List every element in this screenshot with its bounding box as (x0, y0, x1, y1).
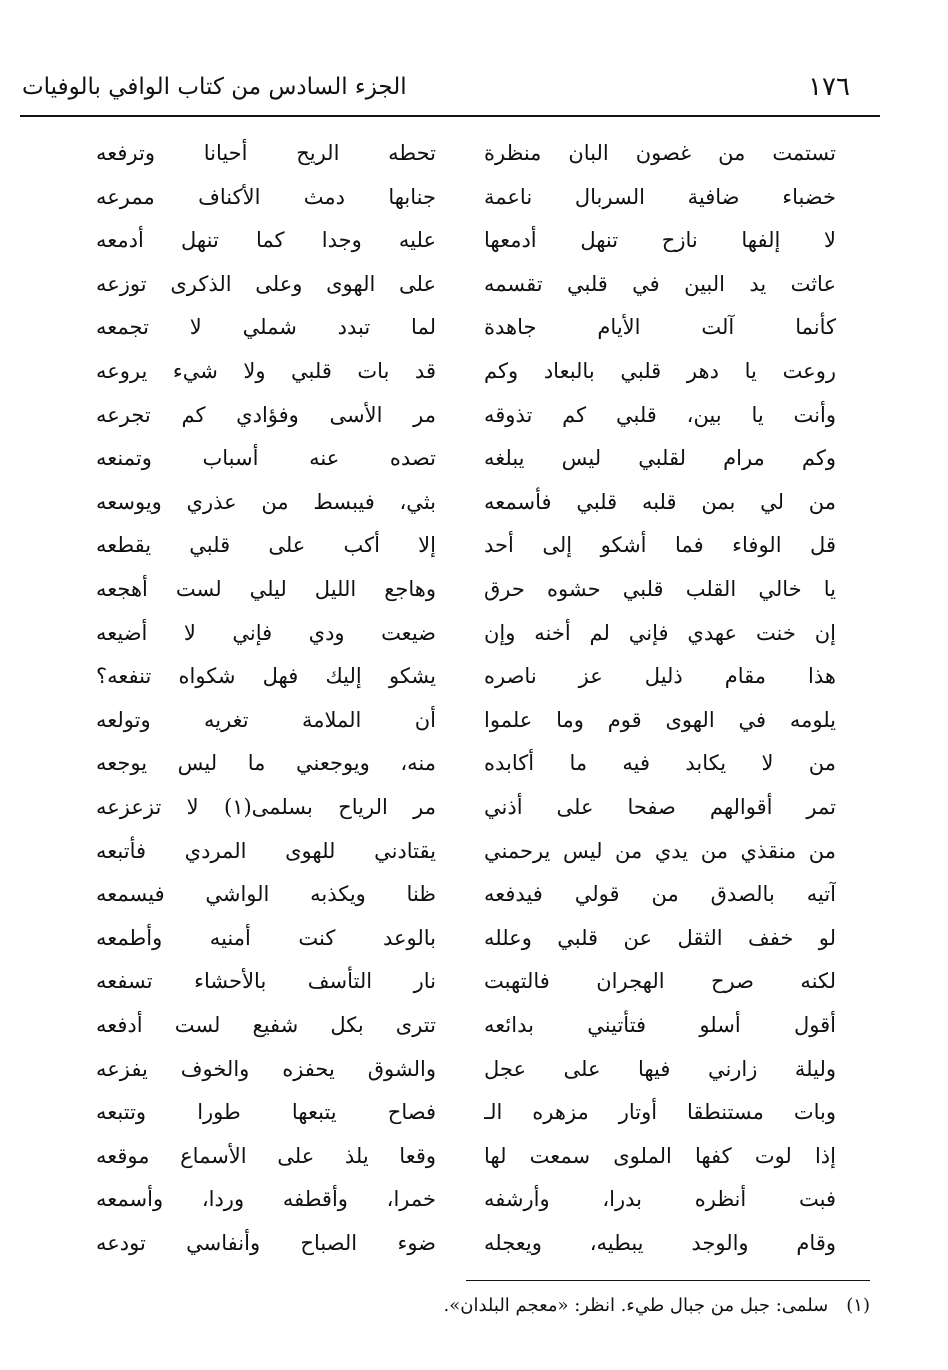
verse-right-21: أقول أسلو فتأتيني بدائعه (484, 1013, 836, 1037)
verse-right-26: وقام والوجد يبطيه، ويعجله (484, 1231, 836, 1255)
verse-right-8: وكم مرام لقلبي ليس يبلغه (484, 446, 836, 471)
verse-left-7: مر الأسى وفؤادي كم تجرعه (96, 402, 436, 427)
verse-left-14: أن الملامة تغريه وتولعه (96, 707, 436, 732)
verse-left-9: بثي، فيبسط من عذري ويوسعه (96, 489, 436, 514)
verse-right-16: تمر أقوالهم صفحا على أذني (484, 795, 836, 819)
verse-right-18: آتيه بالصدق من قولي فيدفعه (484, 882, 836, 907)
verse-left-21: تترى بكل شفيع لست أدفعه (96, 1013, 436, 1037)
verse-right-9: من لي بمن قلبه قلبي فأسمعه (484, 489, 836, 514)
verse-right-10: قل الوفاء فما أشكو إلى أحد (484, 533, 836, 558)
verse-left-24: وقعا يلذ على الأسماع موقعه (96, 1143, 436, 1168)
verse-left-4: على الهوى وعلى الذكرى توزعه (96, 271, 436, 296)
verse-right-6: روعت يا دهر قلبي بالبعاد وكم (484, 359, 836, 383)
verse-left-5: لما تبدد شملي لا تجمعه (96, 315, 436, 340)
page-header (22, 62, 880, 112)
verse-right-13: هذا مقام ذليل عز ناصره (484, 664, 836, 689)
verse-left-19: بالوعد كنت أمنيه وأطمعه (96, 925, 436, 950)
verse-left-16: مر الرياح بسلمى(١) لا تزعزعه (96, 795, 436, 819)
verse-left-8: تصده عنه أسباب وتمنعه (96, 446, 436, 471)
verse-right-17: من منقذي من يدي من ليس يرحمني (484, 838, 836, 863)
verse-right-7: وأنت يا بين، قلبي كم تذوقه (484, 402, 836, 427)
verse-left-2: جنابها دمث الأكناف ممرعه (96, 184, 436, 209)
verse-right-3: لا إلفها نازح تنهل أدمعها (484, 228, 836, 253)
verse-left-13: يشكو إليك فهل شكواه تنفعه؟ (96, 664, 436, 689)
verse-right-5: كأنما آلت الأيام جاهدة (484, 315, 836, 340)
verse-right-23: وبات مستنطقا أوتار مزهره الـ (484, 1100, 836, 1125)
footnote-marker: (١) (846, 1295, 870, 1316)
footnote (300, 1290, 870, 1322)
verse-right-2: خضباء ضافية السربال ناعمة (484, 184, 836, 209)
verse-left-1: تحطه الريح أحيانا وترفعه (96, 141, 436, 165)
footnote-text: سلمى: جبل من جبال طيء. انظر: «معجم البلدان». (443, 1295, 829, 1316)
page-number: ١٧٦ (808, 72, 850, 102)
verse-left-18: ظنا ويكذبه الواشي فيسمعه (96, 882, 436, 907)
verse-right-24: إذا لوت كفها الملوى سمعت لها (484, 1143, 836, 1168)
verse-right-19: لو خفف الثقل عن قلبي وعلله (484, 925, 836, 950)
verse-right-1: تستمت من غصون البان منظرة (484, 141, 836, 165)
verse-right-12: إن خنت عهدي فإني لم أخنه وإن (484, 620, 836, 645)
verse-right-15: من لا يكابد فيه ما أكابده (484, 751, 836, 776)
verse-left-17: يقتادني للهوى المردي فأتبعه (96, 838, 436, 863)
verse-left-22: والشوق يحفزه والخوف يفزعه (96, 1056, 436, 1081)
verse-left-11: وهاجع الليل ليلي لست أهجعه (96, 577, 436, 601)
verse-left-25: خمرا، وأقطفه وردا، وأسمعه (96, 1187, 436, 1212)
verse-left-10: إلا أكب على قلبي يقطعه (96, 533, 436, 558)
verse-right-22: وليلة زارني فيها على عجل (484, 1056, 836, 1081)
verse-right-11: يا خالي القلب قلبي حشوه حرق (484, 577, 836, 601)
verse-right-25: فبت أنظره بدرا، وأرشفه (484, 1187, 836, 1212)
verse-left-20: نار التأسف بالأحشاء تسفعه (96, 969, 436, 994)
verse-left-26: ضوء الصباح وأنفاسي تودعه (96, 1231, 436, 1255)
verse-left-6: قد بات قلبي ولا شيء يروعه (96, 359, 436, 383)
verse-left-3: عليه وجدا كما تنهل أدمعه (96, 228, 436, 253)
running-title: الجزء السادس من كتاب الوافي بالوفيات (22, 74, 407, 100)
header-rule (20, 115, 880, 117)
verse-left-23: فصاح يتبعها طورا وتتبعه (96, 1100, 436, 1125)
verse-right-14: يلومه في الهوى قوم وما علموا (484, 707, 836, 732)
verse-left-15: منه، ويوجعني ما ليس يوجعه (96, 751, 436, 776)
footnote-rule (466, 1280, 870, 1281)
verse-left-12: ضيعت ودي فإني لا أضيعه (96, 620, 436, 645)
verse-right-4: عاثت يد البين في قلبي تقسمه (484, 271, 836, 296)
verse-right-20: لكنه صرح الهجران فالتهبت (484, 969, 836, 994)
